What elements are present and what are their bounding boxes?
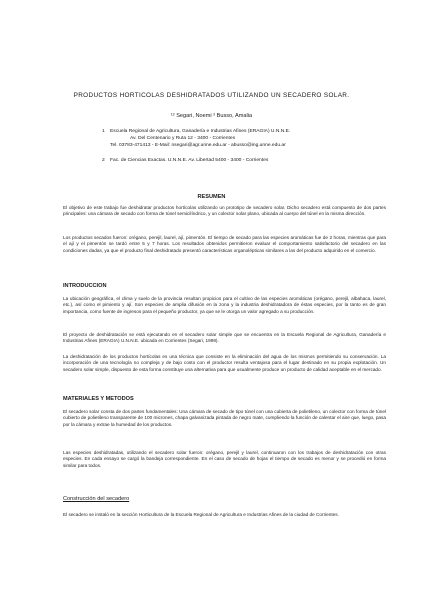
section-heading-introduccion: INTRODUCCION bbox=[63, 283, 107, 289]
section-heading-materiales: MATERIALES Y METODOS bbox=[63, 396, 134, 402]
affiliation-line: Escuela Regional de Agricultura, Ganadería e Industrias Afines (ERAGIA) U.N.N.E. bbox=[110, 129, 291, 134]
body-paragraph: La ubicación geográfica, el clima y suelo de la provincia resultan propicios para el cultivo de las especies aromáticas (orégano, perejil, albahaca, laurel, etc.), así como el pimiento y ají. Son especies de amplia difusión en la zona y la industria deshidratadora de éstas especies, por la tanto es de gran importancia, como fuente de ingresos para el pequeño productor, ya que se le otorga un valor agregado a su producción. bbox=[63, 296, 386, 314]
body-paragraph: La deshidratación de los productos hortícolas es una técnica que consiste en la eliminación del agua de los mismos permitiendo su conservación. La incorporación de una tecnología no compleja y de bajo costo con el productor resulta ventajosa para el lugar destinado en su propia explotación. Un secadero solar simple, dispuesto de esta forma constituye una alternativa para que usualmente produce un producto de calidad aceptable en el mercado. bbox=[63, 354, 386, 372]
body-paragraph: El secadero solar consta de dos partes fundamentales: Una cámara de secado de tipo túnel con una cubierta de polietileno, un colector con forma de túnel cubierto de polietileno transparente de 100 micrones, chapa galvanizada pintada de negro mate, cumpliendo la función de calentar el aire que, luego, pasa por la cámara y extrae la humedad de los productos. bbox=[63, 409, 386, 427]
affiliation-number: 2 bbox=[102, 158, 105, 163]
affiliation-line: Av. Del Centenario y Ruta 12 - 3400 - Corrientes bbox=[130, 136, 236, 141]
body-paragraph: El proyecto de deshidratación se está ejecutando en el secadero solar simple que se encuentra en la Escuela Regional de Agricultura, Ganadería e Industrias Afines (ERAGIA) U.N.N.E. ubicada en Corrientes (Segari, 1998). bbox=[63, 332, 386, 344]
abstract-paragraph: El objetivo de este trabajo fue deshidratar productos hortícolas utilizando un prototipo de secadero solar. Dicho secadero está compuesto de dos partes principales: una cámara de secado con forma de túnel semicilíndrico, y un colector solar plano, ubicada al cuerpo del túnel en la misma dirección. bbox=[63, 205, 386, 217]
subsection-heading-construccion: Construcción del secadero bbox=[63, 496, 130, 502]
affiliation-line: Tel. 03783-471413 - E-Mail: nsegari@agr.unne.edu.ar - abusso@ing.unne.edu.ar bbox=[110, 143, 286, 148]
affiliation-line: Fac. de Ciencias Exactas. U.N.N.E. Av. Libertad 5400 - 3400 - Corrientes bbox=[110, 158, 269, 163]
affiliation-number: 1 bbox=[102, 129, 105, 134]
abstract-paragraph: Los productos secados fueron: orégano, perejil, laurel, ají, pimentón. El tiempo de secado para las especies aromáticas fue de 2 horas, mientras que para el ají y el pimentón se tardó entre 5 y 7 horas. Los resultados obtenidos permitieron evaluar el comportamiento satisfactorio del secadero en las condiciones dadas, ya que el producto final deshidratado presentó características organolépticas similares a las del producto adquirido en el comercio. bbox=[63, 235, 386, 253]
body-paragraph: Las especies deshidratadas, utilizando el secadero solar fueron: orégano, perejil y laurel, continuaron con los trabajos de deshidratación con otras especies. En cada ensayo se cargó la bandeja correspondiente. En el caso de secado de hojas el tiempo de secado es menor y se procedió en forma similar para todos. bbox=[63, 450, 386, 468]
section-heading-resumen: RESUMEN bbox=[197, 194, 226, 200]
paper-title: PRODUCTOS HORTICOLAS DESHIDRATADOS UTILIZANDO UN SECADERO SOLAR. bbox=[73, 92, 350, 99]
body-paragraph: El secadero se instaló en la sección Horticultura de la Escuela Regional de Agricultura e Industrias Afines de la ciudad de Corrientes. bbox=[63, 512, 339, 517]
author-line: ¹² Segari, Noemi ² Busso, Amalia bbox=[170, 113, 253, 119]
